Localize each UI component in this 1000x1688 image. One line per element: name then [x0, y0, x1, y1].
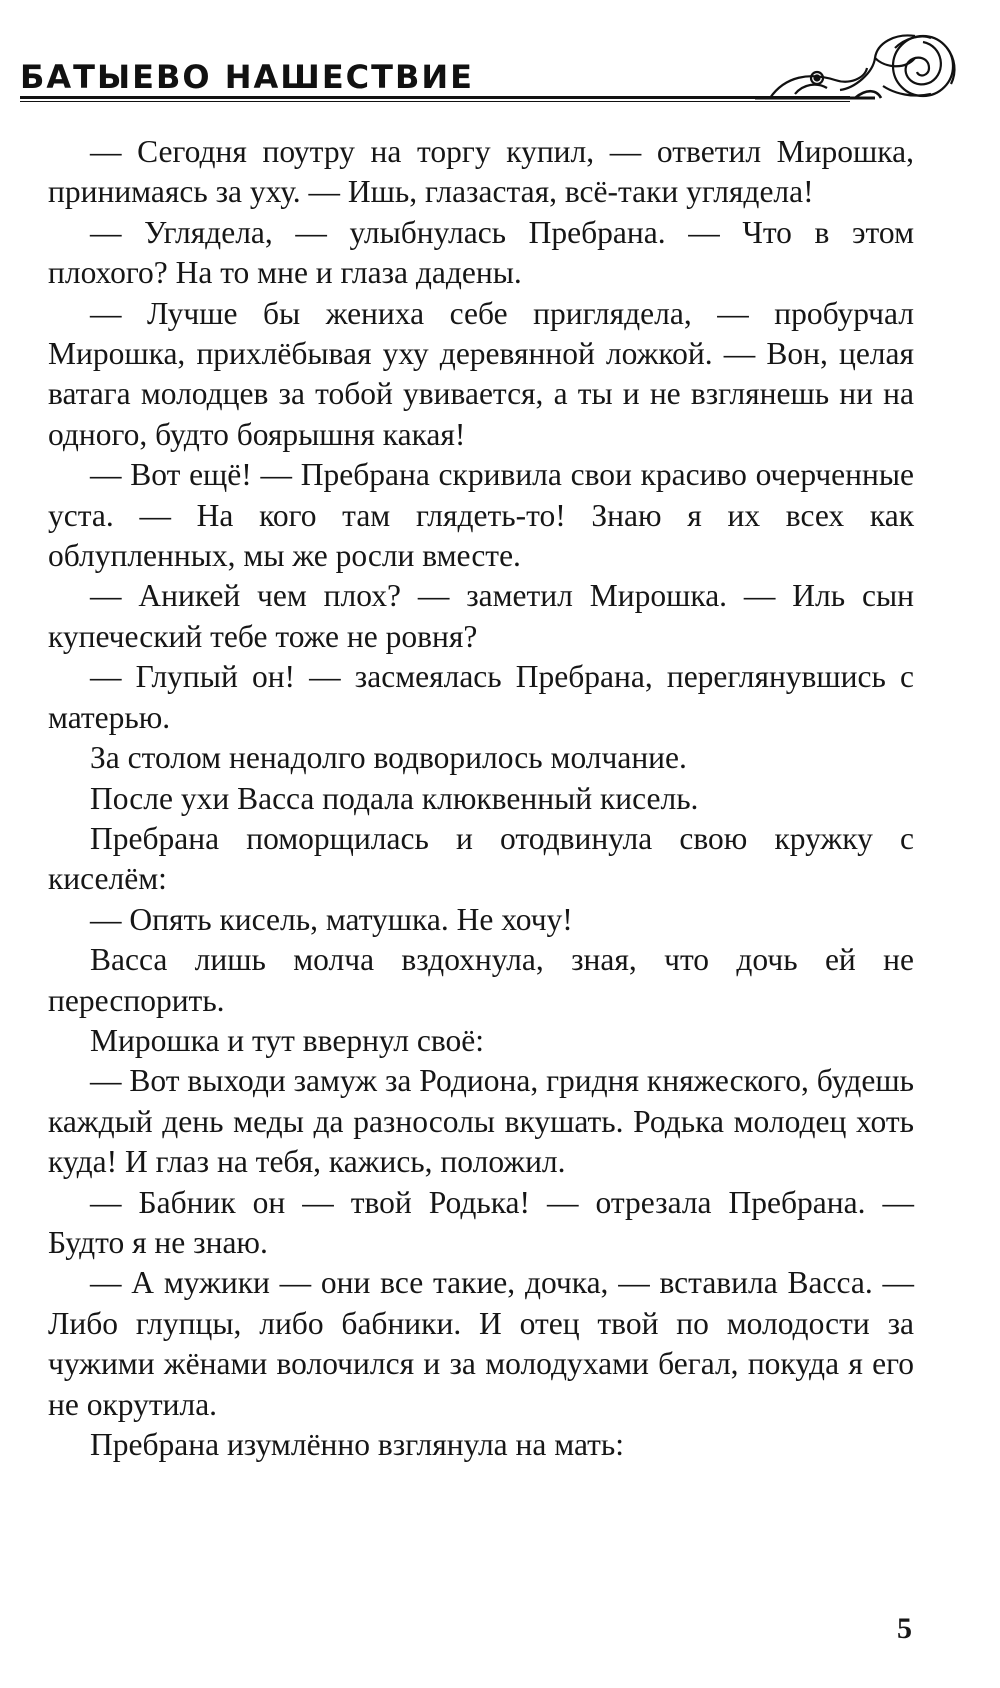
body-text [48, 132, 914, 1465]
paragraph: Пребрана изумлённо взглянула на мать: [90, 1427, 625, 1462]
page-header [20, 28, 965, 108]
paragraph: — Вот выходи замуж за Родиона, гридня княжеского, будешь каждый день меды да разносолы вкушать. Родька молодец хоть куда! И глаз на тебя, кажись, положил. [48, 1063, 914, 1180]
header-rule-thin [20, 101, 850, 102]
paragraph: Васса лишь молча вздохнула, зная, что дочь ей не переспорить. [48, 942, 914, 1018]
paragraph: — Опять кисель, матушка. Не хочу! [90, 901, 573, 937]
paragraph: За столом ненадолго водворилось молчание. [90, 740, 687, 776]
header-rule [20, 96, 850, 99]
paragraph: — А мужики — они все такие, дочка, — вставила Васса. — Либо глупцы, либо бабники. И отец твой по молодости за чужими жёнами волочился и за молодухами бегал, покуда я его не окрутила. [48, 1265, 914, 1422]
paragraph: — Углядела, — улыбнулась Пребрана. — Что в этом плохого? На то мне и глаза дадены. [48, 214, 914, 291]
paragraph: Пребрана поморщилась и отодвинула свою кружку с киселём: [48, 820, 914, 897]
decorative-scroll-ornament-icon [755, 28, 965, 108]
paragraph: — Бабник он — твой Родька! — отрезала Пребрана. — Будто я не знаю. [48, 1184, 914, 1260]
paragraph: — Вот ещё! — Пребрана скривила свои красиво очерченные уста. — На кого там глядеть-то! Знаю я их всех как облупленных, мы же росли вместе. [48, 457, 914, 574]
paragraph: — Глупый он! — засмеялась Пребрана, переглянувшись с матерью. [48, 659, 914, 735]
page-number: 5 [897, 1612, 912, 1645]
paragraph: После ухи Васса подала клюквенный кисель. [90, 780, 699, 816]
running-title: БАТЫЕВО НАШЕСТВИЕ [20, 58, 475, 96]
paragraph: — Лучше бы жениха себе приглядела, — пробурчал Мирошка, прихлёбывая уху деревянной ложкой. — Вон, целая ватага молодцев за тобой увивается, а ты и не взглянешь ни на одного, будто боярышня какая! [48, 295, 914, 452]
paragraph: — Аникей чем плох? — заметил Мирошка. — Иль сын купеческий тебе тоже не ровня? [48, 578, 914, 654]
paragraph: Мирошка и тут ввернул своё: [90, 1022, 485, 1058]
paragraph: — Сегодня поутру на торгу купил, — ответил Мирошка, принимаясь за уху. — Ишь, глазастая, всё-таки углядела! [48, 134, 914, 210]
